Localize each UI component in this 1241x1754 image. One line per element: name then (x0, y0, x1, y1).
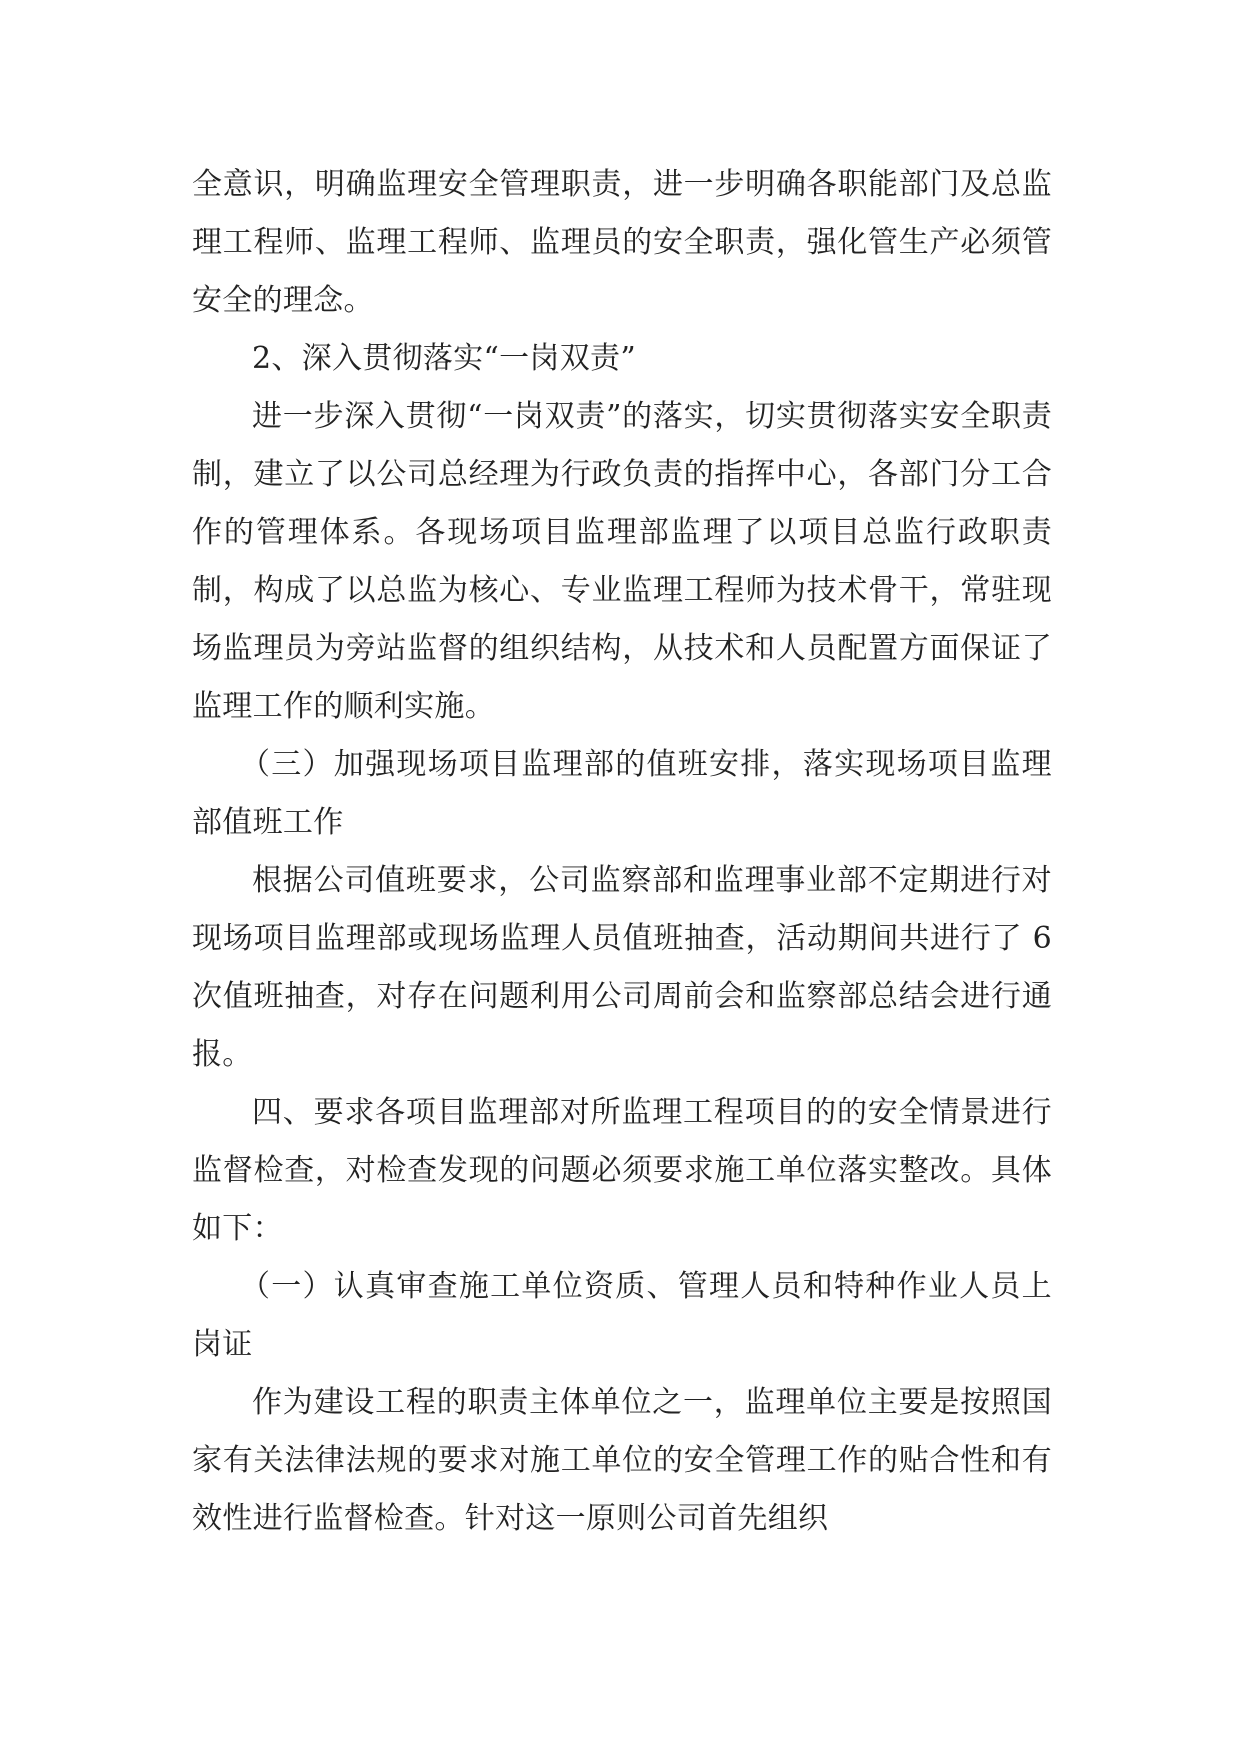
section-heading-4: 四、要求各项目监理部对所监理工程项目的的安全情景进行监督检查，对检查发现的问题必须要求施工单位落实整改。具体如下： (192, 1095, 1052, 1246)
section-heading-3: （三）加强现场项目监理部的值班安排，落实现场项目监理部值班工作 (192, 747, 1052, 840)
paragraph: 进一步深入贯彻“一岗双责”的落实，切实贯彻落实安全职责制，建立了以公司总经理为行政负责的指挥中心，各部门分工合作的管理体系。各现场项目监理部监理了以项目总监行政职责制，构成了以总监为核心、专业监理工程师为技术骨干，常驻现场监理员为旁站监督的组织结构，从技术和人员配置方面保证了监理工作的顺利实施。 (192, 399, 1052, 724)
document-body (192, 156, 1052, 1548)
paragraph: 作为建设工程的职责主体单位之一，监理单位主要是按照国家有关法律法规的要求对施工单位的安全管理工作的贴合性和有效性进行监督检查。针对这一原则公司首先组织 (192, 1385, 1052, 1536)
section-heading-2: 2、深入贯彻落实“一岗双责” (252, 341, 636, 376)
section-heading-4-1: （一）认真审查施工单位资质、管理人员和特种作业人员上岗证 (192, 1269, 1052, 1362)
paragraph-continuation: 全意识，明确监理安全管理职责，进一步明确各职能部门及总监理工程师、监理工程师、监理员的安全职责，强化管生产必须管安全的理念。 (192, 167, 1052, 318)
paragraph: 根据公司值班要求，公司监察部和监理事业部不定期进行对现场项目监理部或现场监理人员值班抽查，活动期间共进行了 6 次值班抽查，对存在问题利用公司周前会和监察部总结会进行通报。 (192, 863, 1052, 1072)
